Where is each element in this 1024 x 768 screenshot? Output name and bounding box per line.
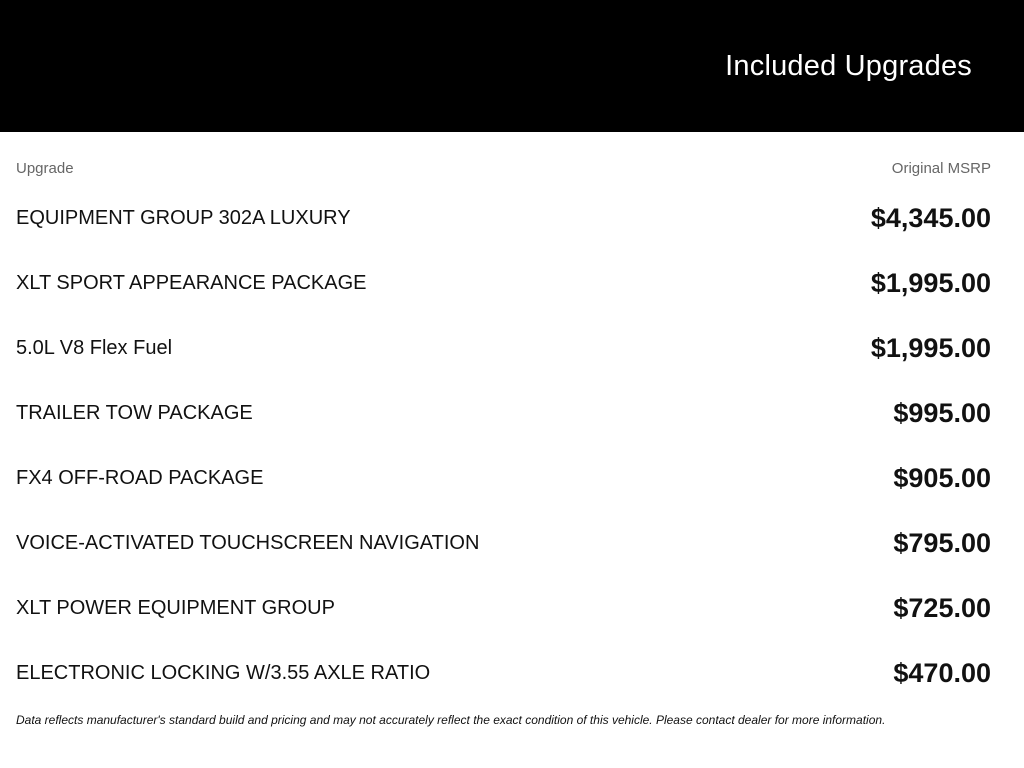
upgrade-name: EQUIPMENT GROUP 302A LUXURY	[16, 207, 351, 229]
upgrade-price: $725.00	[893, 593, 991, 623]
upgrade-column-header: Upgrade	[16, 160, 74, 177]
header-bar	[0, 0, 1024, 132]
upgrade-price: $795.00	[893, 528, 991, 558]
upgrade-price: $905.00	[893, 463, 991, 493]
upgrade-price: $470.00	[893, 658, 991, 688]
column-headers	[16, 160, 991, 180]
list-item	[16, 315, 991, 380]
list-item	[16, 380, 991, 445]
upgrade-name: 5.0L V8 Flex Fuel	[16, 337, 173, 359]
upgrades-list	[16, 185, 991, 705]
upgrade-price: $1,995.00	[870, 268, 991, 298]
upgrade-name: VOICE-ACTIVATED TOUCHSCREEN NAVIGATION	[16, 532, 480, 554]
upgrade-price: $1,995.00	[870, 333, 991, 363]
list-item	[16, 510, 991, 575]
list-item	[16, 640, 991, 705]
msrp-column-header: Original MSRP	[891, 160, 991, 177]
upgrade-name: TRAILER TOW PACKAGE	[16, 402, 253, 424]
list-item	[16, 250, 991, 315]
upgrade-price: $4,345.00	[870, 203, 991, 233]
upgrade-name: ELECTRONIC LOCKING W/3.55 AXLE RATIO	[16, 662, 431, 684]
upgrade-name: XLT POWER EQUIPMENT GROUP	[16, 597, 335, 619]
page-title: Included Upgrades	[725, 50, 972, 82]
list-item	[16, 575, 991, 640]
upgrade-price: $995.00	[893, 398, 991, 428]
upgrade-name: FX4 OFF-ROAD PACKAGE	[16, 467, 264, 489]
upgrade-name: XLT SPORT APPEARANCE PACKAGE	[16, 272, 367, 294]
list-item	[16, 185, 991, 250]
list-item	[16, 445, 991, 510]
disclaimer-text: Data reflects manufacturer's standard build and pricing and may not accurately reflect the exact condition of this vehicle. Please contact dealer for more information.	[16, 713, 886, 727]
